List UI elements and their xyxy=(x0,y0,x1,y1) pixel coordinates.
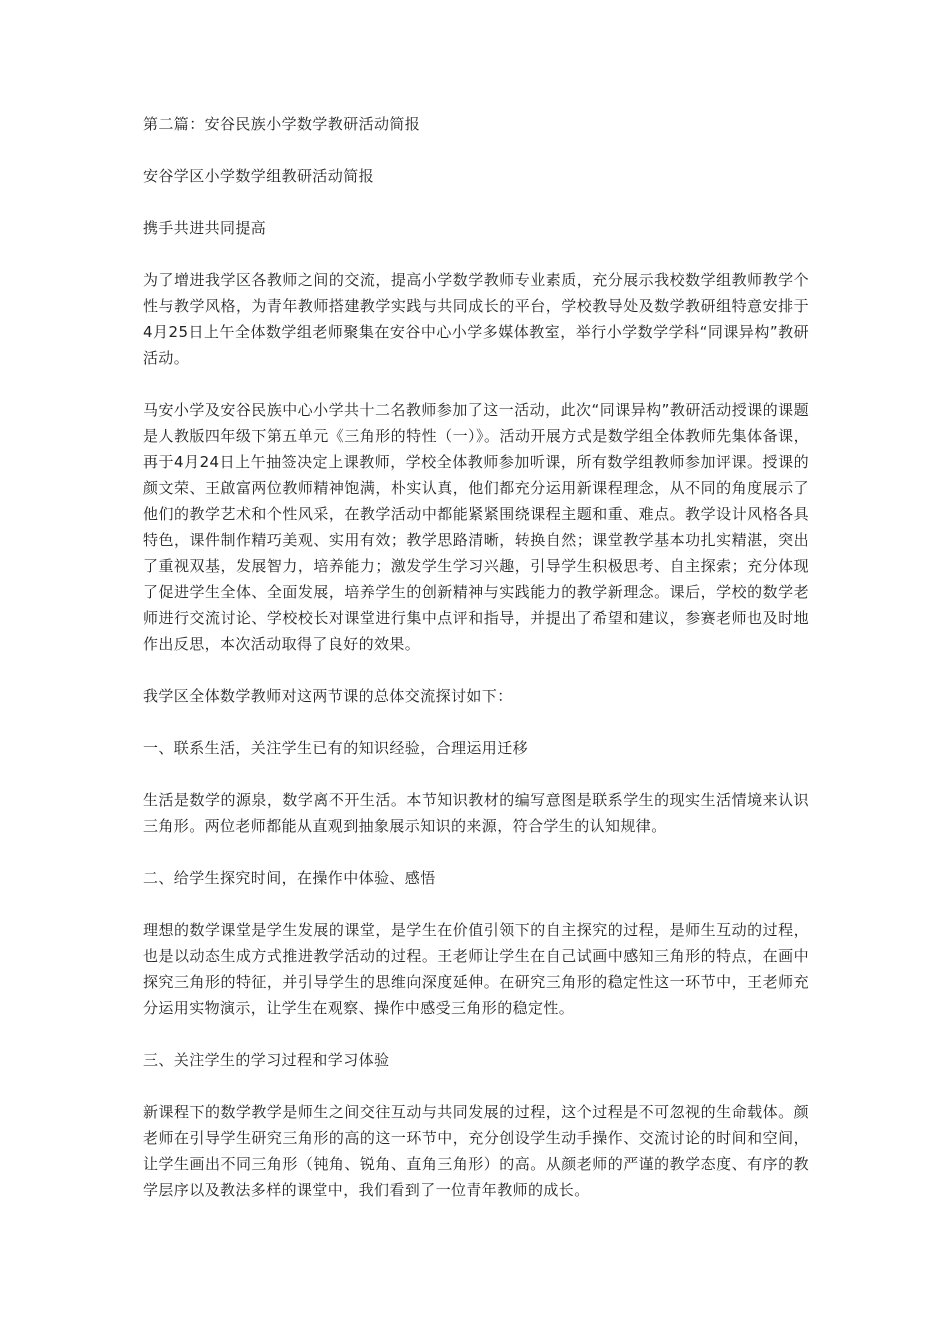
document-title: 第二篇：安谷民族小学数学教研活动简报 xyxy=(143,115,421,133)
paragraph-section-3: 新课程下的数学教学是师生之间交往互动与共同发展的过程，这个过程是不可忽视的生命载体。颜老师在引导学生研究三角形的高的这一环节中，充分创设学生动手操作、交流讨论的时间和空间，让学生画出不同三角形（钝角、锐角、直角三角形）的高。从颜老师的严谨的教学态度、有序的教学层序以及教法多样的课堂中，我们看到了一位青年教师的成长。 xyxy=(143,1103,809,1199)
document-slogan: 携手共进共同提高 xyxy=(143,219,267,237)
section-heading-1: 一、联系生活，关注学生已有的知识经验，合理运用迁移 xyxy=(143,739,529,757)
paragraph-section-1: 生活是数学的源泉，数学离不开生活。本节知识教材的编写意图是联系学生的现实生活情境来认识三角形。两位老师都能从直观到抽象展示知识的来源，符合学生的认知规律。 xyxy=(143,791,809,835)
section-heading-2: 二、给学生探究时间，在操作中体验、感悟 xyxy=(143,869,436,887)
document-body xyxy=(143,111,809,1229)
paragraph-activity: 马安小学及安谷民族中心小学共十二名教师参加了这一活动，此次“同课异构”教研活动授课的课题是人教版四年级下第五单元《三角形的特性（一）》。活动开展方式是数学组全体教师先集体备课，再于4月24日上午抽签决定上课教师，学校全体教师参加听课，所有数学组教师参加评课。授课的颜文荣、王啟富两位教师精神饱满，朴实认真，他们都充分运用新课程理念，从不同的角度展示了他们的教学艺术和个性风采，在教学活动中都能紧紧围绕课程主题和重、难点。教学设计风格各具特色，课件制作精巧美观、实用有效；教学思路清晰，转换自然；课堂教学基本功扎实精湛，突出了重视双基，发展智力，培养能力；激发学生学习兴趣，引导学生积极思考、自主探索；充分体现了促进学生全体、全面发展，培养学生的创新精神与实践能力的教学新理念。课后，学校的数学老师进行交流讨论、学校校长对课堂进行集中点评和指导，并提出了希望和建议，参赛老师也及时地作出反思，本次活动取得了良好的效果。 xyxy=(143,401,809,653)
document-subtitle: 安谷学区小学数学组教研活动简报 xyxy=(143,167,375,185)
section-heading-3: 三、关注学生的学习过程和学习体验 xyxy=(143,1051,390,1069)
paragraph-intro: 为了增进我学区各教师之间的交流，提高小学数学教师专业素质，充分展示我校数学组教师教学个性与教学风格，为青年教师搭建教学实践与共同成长的平台，学校教导处及数学教研组特意安排于4月25日上午全体数学组老师聚集在安谷中心小学多媒体教室，举行小学数学学科“同课异构”教研活动。 xyxy=(143,271,809,367)
paragraph-summary-lead: 我学区全体数学教师对这两节课的总体交流探讨如下： xyxy=(143,687,513,705)
paragraph-section-2: 理想的数学课堂是学生发展的课堂，是学生在价值引领下的自主探究的过程，是师生互动的过程，也是以动态生成方式推进教学活动的过程。王老师让学生在自己试画中感知三角形的特点，在画中探究三角形的特征，并引导学生的思维向深度延伸。在研究三角形的稳定性这一环节中，王老师充分运用实物演示，让学生在观察、操作中感受三角形的稳定性。 xyxy=(143,921,809,1017)
